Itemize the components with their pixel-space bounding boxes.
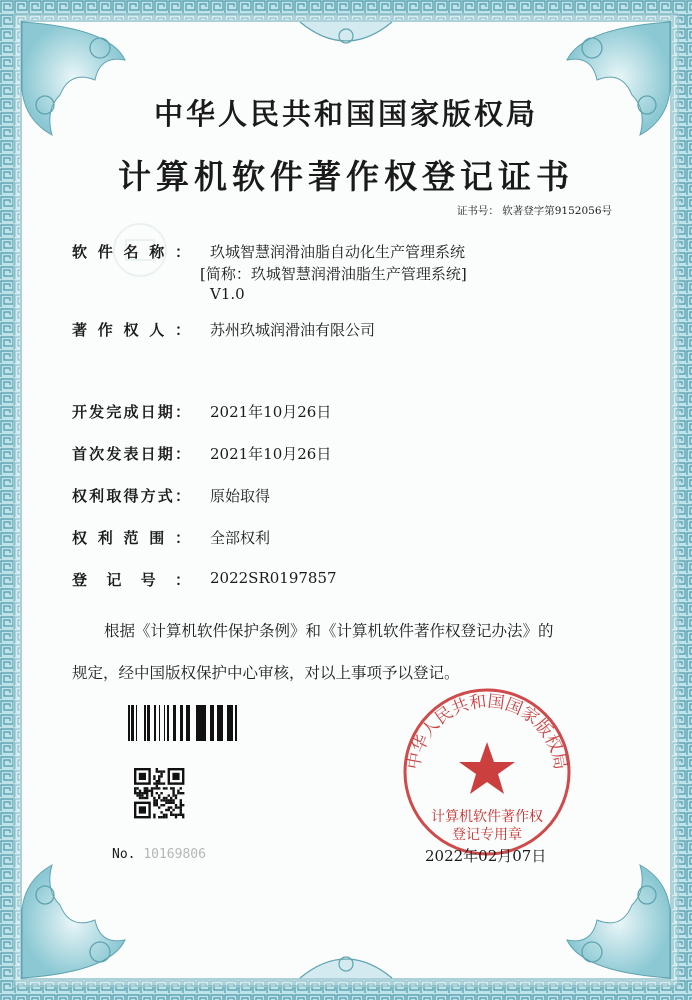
- qr-module: [175, 804, 177, 806]
- qr-module: [175, 797, 177, 799]
- barcode-bar: [227, 705, 230, 741]
- barcode-bar: [200, 705, 203, 741]
- qr-module: [134, 787, 136, 789]
- qr-code: [134, 768, 184, 818]
- qr-module: [156, 799, 158, 801]
- qr-module: [168, 809, 170, 811]
- qr-module: [156, 768, 158, 770]
- serial-prefix: No.: [112, 847, 136, 862]
- field-label: 首 次 发 表 日 期 ：: [72, 445, 190, 463]
- qr-module: [158, 797, 160, 799]
- qr-module: [153, 782, 155, 784]
- qr-module: [177, 790, 179, 792]
- qr-module: [170, 802, 172, 804]
- qr-module: [180, 814, 182, 816]
- qr-module: [158, 806, 160, 808]
- barcode-bar: [232, 705, 233, 741]
- qr-module: [156, 780, 158, 782]
- qr-module: [153, 814, 155, 816]
- qr-module: [146, 792, 148, 794]
- qr-module: [144, 787, 146, 789]
- software-version: V1.0: [210, 285, 245, 303]
- qr-module: [141, 792, 143, 794]
- qr-module: [153, 787, 155, 789]
- qr-module: [170, 806, 172, 808]
- completion-date: 2021年10月26日: [210, 403, 332, 421]
- certificate-number: [457, 203, 612, 218]
- qr-module: [158, 816, 160, 818]
- qr-finder: [139, 773, 146, 780]
- seal-line-2: 登记专用章: [452, 827, 522, 843]
- qr-module: [158, 770, 160, 772]
- qr-module: [141, 797, 143, 799]
- certificate-number-value: 软著登字第9152056号: [502, 205, 612, 217]
- qr-module: [182, 814, 184, 816]
- qr-module: [160, 792, 162, 794]
- qr-module: [146, 794, 148, 796]
- publication-date: 2021年10月26日: [210, 445, 332, 463]
- qr-module: [182, 816, 184, 818]
- qr-module: [165, 802, 167, 804]
- qr-module: [151, 794, 153, 796]
- qr-module: [172, 809, 174, 811]
- qr-module: [144, 797, 146, 799]
- barcode-bar: [147, 705, 150, 741]
- barcode-bar: [180, 705, 183, 741]
- qr-finder: [139, 806, 146, 813]
- qr-module: [165, 787, 167, 789]
- copyright-owner: 苏州玖城润滑油有限公司: [210, 321, 376, 339]
- barcode-bar: [230, 705, 232, 741]
- qr-module: [165, 816, 167, 818]
- qr-module: [170, 811, 172, 813]
- qr-module: [165, 814, 167, 816]
- qr-module: [153, 804, 155, 806]
- field-label: 登 记 号 ：: [72, 571, 190, 589]
- serial-number: [112, 847, 206, 862]
- certificate-number-label: 证书号：: [456, 205, 499, 217]
- qr-module: [180, 799, 182, 801]
- qr-module: [160, 804, 162, 806]
- barcode-bar: [203, 705, 206, 741]
- qr-module: [165, 809, 167, 811]
- qr-module: [172, 790, 174, 792]
- barcode-bar: [217, 705, 218, 741]
- qr-module: [151, 787, 153, 789]
- qr-module: [156, 792, 158, 794]
- qr-module: [156, 770, 158, 772]
- qr-module: [160, 775, 162, 777]
- qr-module: [151, 792, 153, 794]
- qr-module: [180, 802, 182, 804]
- qr-module: [163, 804, 165, 806]
- qr-module: [168, 794, 170, 796]
- qr-module: [163, 770, 165, 772]
- qr-module: [153, 816, 155, 818]
- qr-module: [163, 814, 165, 816]
- qr-module: [139, 792, 141, 794]
- qr-module: [136, 794, 138, 796]
- qr-module: [172, 787, 174, 789]
- qr-module: [151, 790, 153, 792]
- qr-module: [175, 806, 177, 808]
- serial-value: 10169806: [143, 847, 206, 862]
- qr-module: [148, 790, 150, 792]
- qr-module: [168, 799, 170, 801]
- qr-module: [172, 794, 174, 796]
- barcode-bar: [213, 705, 214, 741]
- qr-module: [168, 802, 170, 804]
- qr-module: [146, 797, 148, 799]
- barcode-bar: [131, 705, 133, 741]
- qr-module: [153, 799, 155, 801]
- barcode-bar: [196, 705, 197, 741]
- qr-module: [141, 794, 143, 796]
- qr-module: [172, 799, 174, 801]
- qr-module: [175, 816, 177, 818]
- qr-module: [156, 802, 158, 804]
- qr-module: [160, 770, 162, 772]
- qr-module: [170, 787, 172, 789]
- qr-module: [180, 811, 182, 813]
- qr-module: [180, 804, 182, 806]
- qr-module: [180, 787, 182, 789]
- barcode-bar: [168, 705, 169, 741]
- qr-module: [172, 814, 174, 816]
- qr-module: [153, 775, 155, 777]
- issuing-organization: 中华人民共和国国家版权局: [153, 97, 538, 131]
- qr-module: [144, 790, 146, 792]
- field-label: 著 作 权 人 ：: [72, 321, 190, 339]
- qr-module: [136, 787, 138, 789]
- qr-module: [165, 799, 167, 801]
- qr-module: [180, 792, 182, 794]
- qr-module: [163, 787, 165, 789]
- qr-module: [139, 794, 141, 796]
- seal-line-1: 计算机软件著作权: [431, 809, 543, 825]
- field-label: 软 件 名 称 ：: [72, 243, 190, 261]
- qr-module: [153, 797, 155, 799]
- barcode-bar: [154, 705, 156, 741]
- qr-module: [139, 797, 141, 799]
- qr-module: [177, 806, 179, 808]
- qr-module: [146, 787, 148, 789]
- qr-module: [158, 775, 160, 777]
- qr-module: [158, 787, 160, 789]
- qr-module: [170, 814, 172, 816]
- qr-module: [163, 816, 165, 818]
- barcode-bar: [218, 705, 220, 741]
- statement-line-1: 根据《计算机软件保护条例》和《计算机软件著作权登记办法》的: [104, 622, 554, 640]
- star-icon: [459, 742, 515, 794]
- barcode-bar: [220, 705, 222, 741]
- qr-module: [136, 792, 138, 794]
- rights-scope: 全部权利: [210, 529, 271, 547]
- qr-module: [158, 782, 160, 784]
- qr-module: [160, 773, 162, 775]
- qr-module: [134, 792, 136, 794]
- acquisition-method: 原始取得: [210, 487, 271, 505]
- qr-module: [156, 785, 158, 787]
- qr-finder: [172, 773, 179, 780]
- field-label: 权 利 取 得 方 式 ：: [72, 487, 190, 505]
- qr-module: [156, 804, 158, 806]
- barcode-bar: [222, 705, 223, 741]
- certificate-title: 计算机软件著作权登记证书: [118, 157, 574, 196]
- barcode: [128, 705, 237, 741]
- barcode-bar: [235, 705, 237, 741]
- field-label: 权 利 范 围 ：: [72, 529, 190, 547]
- qr-module: [153, 802, 155, 804]
- qr-module: [180, 809, 182, 811]
- issue-date: 2022年02月07日: [425, 847, 547, 865]
- qr-module: [156, 787, 158, 789]
- barcode-bar: [186, 705, 188, 741]
- qr-module: [163, 782, 165, 784]
- qr-module: [177, 792, 179, 794]
- statement-line-2: 规定，经中国版权保护中心审核，对以上事项予以登记。: [72, 664, 460, 682]
- qr-module: [156, 782, 158, 784]
- barcode-bar: [167, 705, 168, 741]
- qr-module: [172, 802, 174, 804]
- barcode-bar: [164, 705, 165, 741]
- qr-module: [175, 794, 177, 796]
- qr-module: [182, 804, 184, 806]
- qr-module: [153, 778, 155, 780]
- barcode-bar: [144, 705, 146, 741]
- qr-module: [158, 780, 160, 782]
- qr-module: [160, 782, 162, 784]
- qr-module: [160, 816, 162, 818]
- qr-module: [168, 806, 170, 808]
- qr-module: [134, 790, 136, 792]
- software-short-name: [简称：玖城智慧润滑油脂生产管理系统]: [200, 265, 467, 283]
- qr-module: [170, 799, 172, 801]
- bottom-center-ornament: [300, 957, 392, 978]
- barcode-bar: [136, 705, 137, 741]
- qr-module: [144, 792, 146, 794]
- qr-module: [146, 790, 148, 792]
- qr-module: [163, 799, 165, 801]
- top-center-ornament: [300, 22, 392, 43]
- qr-module: [158, 794, 160, 796]
- qr-module: [160, 811, 162, 813]
- qr-module: [163, 797, 165, 799]
- qr-module: [139, 790, 141, 792]
- barcode-bar: [133, 705, 134, 741]
- barcode-bar: [197, 705, 200, 741]
- qr-module: [165, 797, 167, 799]
- qr-module: [172, 792, 174, 794]
- qr-module: [175, 814, 177, 816]
- seal-arc-text: 中华人民共和国国家版权局: [403, 691, 571, 772]
- qr-module: [177, 814, 179, 816]
- barcode-bar: [210, 705, 213, 741]
- qr-module: [182, 792, 184, 794]
- barcode-bar: [159, 705, 160, 741]
- software-name: 玖城智慧润滑油脂自动化生产管理系统: [210, 243, 466, 261]
- qr-module: [170, 797, 172, 799]
- barcode-bar: [173, 705, 176, 741]
- barcode-bar: [188, 705, 190, 741]
- qr-module: [180, 806, 182, 808]
- field-label: 开 发 完 成 日 期 ：: [72, 403, 190, 421]
- qr-module: [158, 778, 160, 780]
- qr-module: [160, 799, 162, 801]
- registration-number: 2022SR0197857: [210, 569, 337, 587]
- barcode-bar: [128, 705, 130, 741]
